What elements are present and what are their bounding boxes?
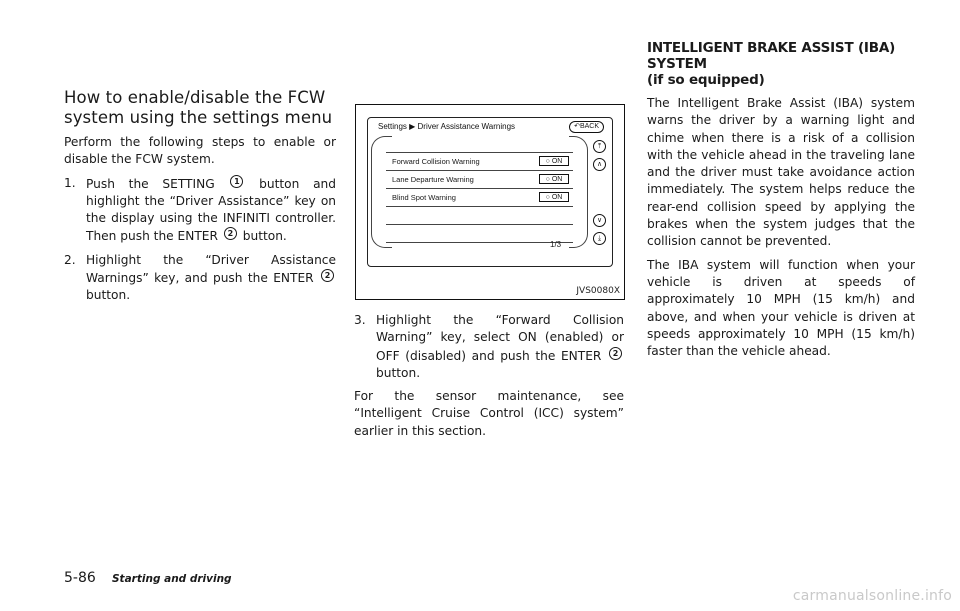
- middle-column: [354, 312, 624, 440]
- list-item[interactable]: Blind Spot Warning ○ ON: [386, 189, 573, 207]
- sensor-note: For the sensor maintenance, see “Intelligent Cruise Control (ICC) system” earlier in this section.: [354, 389, 624, 438]
- circle-number-icon: 1: [230, 175, 243, 188]
- page-indicator: 1/3: [550, 240, 562, 249]
- list-item[interactable]: Forward Collision Warning ○ ON: [386, 152, 573, 171]
- scroll-bottom-icon[interactable]: ⤓: [593, 232, 606, 245]
- on-toggle[interactable]: ○ ON: [539, 156, 569, 166]
- back-button[interactable]: ↶BACK: [569, 121, 604, 133]
- iba-heading-line2: (if so equipped): [647, 72, 765, 88]
- page-number: 5-86: [64, 570, 96, 586]
- screen-breadcrumb: Settings ▶ Driver Assistance Warnings: [378, 122, 516, 131]
- section-heading-fcw: How to enable/disable the FCW system using the settings menu: [64, 88, 333, 127]
- step-3: 3. Highlight the “Forward Collision Warning” key, select ON (enabled) or OFF (disabled) and push the ENTER 2 button.: [354, 313, 624, 380]
- scroll-top-icon[interactable]: ⤒: [593, 140, 606, 153]
- list-item-empty: [386, 225, 573, 243]
- settings-screen-figure: [355, 104, 625, 300]
- circle-number-icon: 2: [609, 347, 622, 360]
- settings-list: [386, 152, 573, 243]
- circle-number-icon: 2: [321, 269, 334, 282]
- list-item-empty: [386, 207, 573, 225]
- iba-paragraph-1: The Intelligent Brake Assist (IBA) system warns the driver by a warning light and chime when there is a risk of a collision with the vehicle ahead in the traveling lane and the driver must take avoidance action immediately. The system helps reduce the rear-end collision speed by applying the brakes when the system judges that the collision cannot be prevented.: [647, 96, 915, 249]
- iba-paragraph-2: The IBA system will function when your vehicle is driven at speeds of approximately 10 MPH (15 km/h) and above, and when your vehicle is driven at speeds approximately 10 MPH (15 km/h) faster than the vehicle ahead.: [647, 257, 915, 359]
- intro-paragraph: Perform the following steps to enable or disable the FCW system.: [64, 135, 336, 167]
- check-circle-icon: ○: [545, 158, 552, 165]
- right-column: [647, 40, 915, 360]
- display-screen: [367, 117, 613, 267]
- on-toggle[interactable]: ○ ON: [539, 174, 569, 184]
- list-item[interactable]: Lane Departure Warning ○ ON: [386, 171, 573, 189]
- step-1: 1. Push the SETTING 1 button and highlight the “Driver Assistance” key on the display using the INFINITI controller. Then push the ENTER 2 button.: [64, 175, 336, 244]
- iba-heading-line1: INTELLIGENT BRAKE ASSIST (IBA) SYSTEM: [647, 40, 896, 72]
- check-circle-icon: ○: [545, 194, 552, 201]
- back-arrow-icon: ↶: [574, 123, 580, 130]
- left-column: [64, 88, 336, 305]
- watermark: carmanualsonline.info: [792, 588, 952, 604]
- scroll-down-icon[interactable]: ∨: [593, 214, 606, 227]
- circle-number-icon: 2: [224, 227, 237, 240]
- section-name: Starting and driving: [112, 573, 232, 585]
- check-circle-icon: ○: [545, 176, 552, 183]
- step-2: 2. Highlight the “Driver Assistance Warnings” key, and push the ENTER 2 button.: [64, 252, 336, 303]
- figure-caption: JVS0080X: [576, 286, 620, 296]
- scroll-up-icon[interactable]: ∧: [593, 158, 606, 171]
- on-toggle[interactable]: ○ ON: [539, 192, 569, 202]
